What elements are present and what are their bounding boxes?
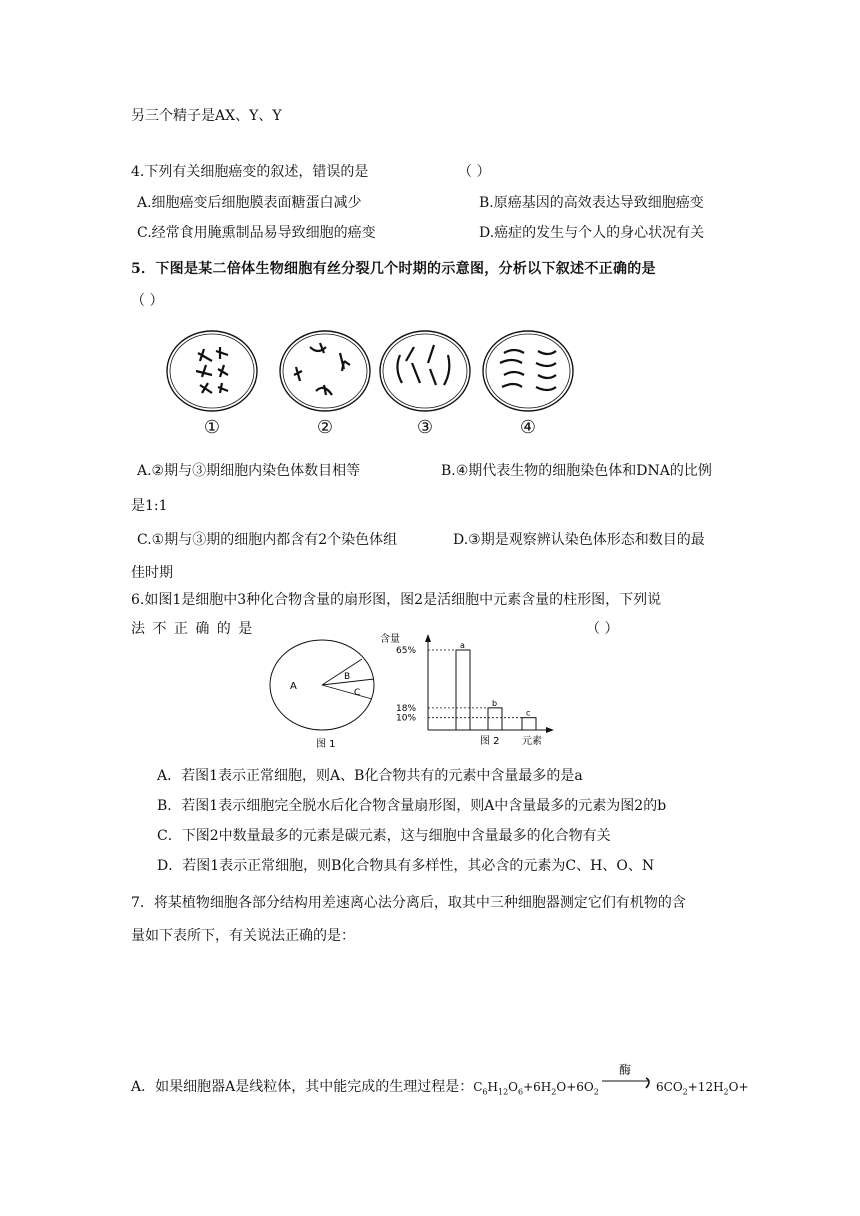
q6-option-c: C．下图2中数量最多的元素是碳元素，这与细胞中含量最多的化合物有关 xyxy=(157,828,611,844)
bar-label-b: b xyxy=(492,698,498,708)
x-axis-label: 元素 xyxy=(522,736,542,747)
q4-option-d: D.癌症的发生与个人的身心状况有关 xyxy=(479,225,705,241)
tick-label-3: 10% xyxy=(396,713,417,724)
tick-label-1: 65% xyxy=(396,646,417,656)
cell-1-chromosomes xyxy=(196,347,228,393)
cell-4-chromosomes xyxy=(500,350,556,390)
q6-stem-cont: 法 不 正 确 的 是 xyxy=(131,621,253,637)
q4-option-a: A.细胞癌变后细胞膜表面糖蛋白减少 xyxy=(137,195,362,211)
slice-label-a: A xyxy=(290,681,297,692)
y-axis-label: 含量 xyxy=(380,634,400,645)
q5-option-d: D.③期是观察辨认染色体形态和数目的最 xyxy=(453,532,705,548)
q6-option-a: A．若图1表示正常细胞，则A、B化合物共有的元素中含量最多的是a xyxy=(157,768,583,784)
cell-4-outline xyxy=(483,331,573,411)
bar-label-c: c xyxy=(526,708,531,718)
figure-2-bar-chart xyxy=(374,630,564,750)
bar-c xyxy=(522,718,536,730)
q4-option-b: B.原癌基因的高效表达导致细胞癌变 xyxy=(479,195,704,211)
q6-option-d: D．若图1表示正常细胞，则B化合物具有多样性，其必含的元素为C、H、O、N xyxy=(157,858,655,874)
bar-label-a: a xyxy=(460,641,465,650)
cell-2-outline xyxy=(280,331,370,411)
figure-1-pie xyxy=(266,637,386,753)
q6-stem: 6.如图1是细胞中3种化合物含量的扇形图，图2是活细胞中元素含量的柱形图，下列说 xyxy=(131,592,662,608)
q4-stem: 4.下列有关细胞癌变的叙述，错误的是 xyxy=(131,164,369,180)
q4-option-c: C.经常食用腌熏制品易导致细胞的癌变 xyxy=(137,225,376,241)
q5-stem: 5．下图是某二倍体生物细胞有丝分裂几个时期的示意图，分析以下叙述不正确的是 xyxy=(131,261,656,277)
enzyme-label: 酶 xyxy=(619,1063,632,1077)
figure-1-caption: 图 1 xyxy=(316,739,336,750)
cell-3-outline xyxy=(380,331,470,411)
cell-label-1: ① xyxy=(203,417,221,438)
q5-option-b: B.④期代表生物的细胞染色体和DNA的比例 xyxy=(441,463,712,479)
q6-option-b: B．若图1表示细胞完全脱水后化合物含量扇形图，则A中含量最多的元素为图2的b xyxy=(157,798,667,814)
q4-bracket: （ ） xyxy=(458,164,491,180)
cell-1-outline xyxy=(167,331,257,411)
q6-bracket: （ ） xyxy=(586,621,619,637)
equation-left: $C_6H_{12}O_6+6H_2O+6O_2$ xyxy=(473,1080,599,1097)
q7-stem-cont: 量如下表所下，有关说法正确的是： xyxy=(131,928,355,944)
slice-label-c: C xyxy=(354,688,361,698)
figure-2-caption: 图 2 xyxy=(480,736,500,747)
q5-option-b-cont: 是1:1 xyxy=(131,498,168,514)
q5-bracket: （ ） xyxy=(131,293,164,309)
mitosis-diagram xyxy=(160,325,580,440)
bar-a xyxy=(456,650,470,730)
equation-right: $6CO_2+12H_2O+$ xyxy=(656,1080,749,1097)
carryover-text: 另三个精子是AX、Y、Y xyxy=(131,108,282,124)
cell-label-2: ② xyxy=(316,417,334,438)
cell-3-chromosomes xyxy=(397,345,449,385)
q5-option-d-cont: 佳时期 xyxy=(131,565,173,581)
cell-2-chromosomes xyxy=(294,343,350,395)
reaction-arrow xyxy=(600,1076,656,1092)
q7-option-a-text: A．如果细胞器A是线粒体，其中能完成的生理过程是： xyxy=(131,1079,474,1095)
cell-label-3: ③ xyxy=(416,417,434,438)
q7-stem: 7．将某植物细胞各部分结构用差速离心法分离后，取其中三种细胞器测定它们有机物的含 xyxy=(131,895,686,911)
tick-label-2: 18% xyxy=(396,703,417,714)
slice-label-b: B xyxy=(344,672,351,682)
q5-option-a: A.②期与③期细胞内染色体数目相等 xyxy=(137,463,361,479)
bar-b xyxy=(488,708,502,730)
q5-option-c: C.①期与③期的细胞内都含有2个染色体组 xyxy=(137,532,398,548)
q7-option-a xyxy=(131,1077,599,1102)
cell-label-4: ④ xyxy=(519,417,537,438)
